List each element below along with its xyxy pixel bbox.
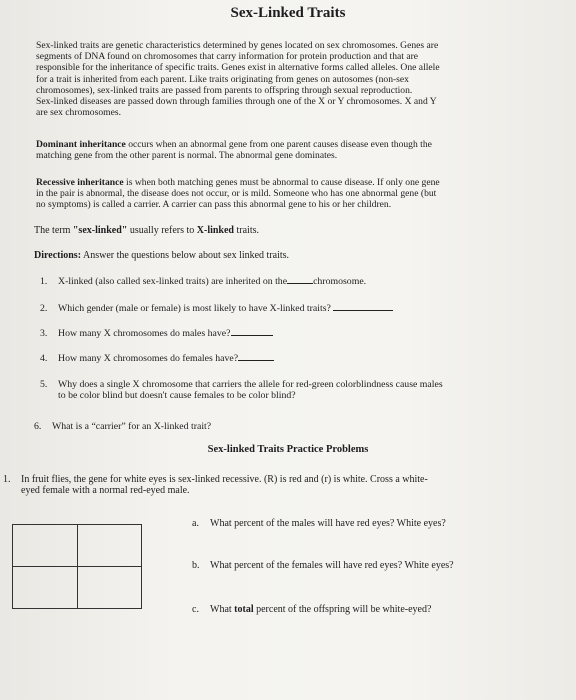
punnett-square[interactable] — [12, 524, 142, 609]
answer-blank[interactable] — [333, 302, 393, 311]
page-title: Sex-Linked Traits — [230, 5, 346, 21]
recessive-text: in the pair is abnormal, the disease does not occur, or is mild. Someone who has one abnormal gene (but — [36, 188, 437, 200]
question-4: 4. How many X chromosomes do females have? — [40, 352, 274, 364]
intro-line: segments of DNA found on chromosomes that carry information for protein production and that are — [36, 51, 419, 63]
question-2: 2. Which gender (male or female) is most likely to have X-linked traits? — [40, 302, 393, 314]
intro-line: are sex chromosomes. — [36, 107, 121, 119]
dominant-paragraph — [36, 139, 556, 161]
recessive-text: is when both matching genes must be abnormal to cause disease. If only one gene — [123, 177, 440, 188]
intro-line: Sex-linked traits are genetic characteristics determined by genes located on sex chromosomes. Genes are — [36, 40, 439, 51]
directions-label: Directions: — [34, 250, 82, 261]
recessive-text: no symptoms) is called a carrier. A carrier can pass this abnormal gene to his or her children. — [36, 199, 392, 211]
subquestion-a: a. What percent of the males will have red eyes? White eyes? — [192, 518, 446, 529]
subquestion-c: c. What total percent of the offspring will be white-eyed? — [192, 604, 432, 615]
question-6: 6. What is a “carrier” for an X-linked trait? — [34, 421, 212, 432]
practice-title: Sex-linked Traits Practice Problems — [207, 444, 369, 455]
term-line: The term "sex-linked" usually refers to X-linked traits. — [34, 225, 259, 236]
intro-line: chromosomes), sex-linked traits are passed from parents to offspring through sexual reproduction. — [36, 84, 413, 96]
answer-blank[interactable] — [238, 352, 274, 361]
x-linked-term: X-linked — [196, 225, 234, 236]
dominant-text: matching gene from the other parent is normal. The abnormal gene dominates. — [36, 150, 338, 162]
recessive-paragraph — [36, 177, 556, 211]
dominant-term: Dominant inheritance — [36, 139, 126, 150]
subquestion-b: b. What percent of the females will have red eyes? White eyes? — [192, 560, 454, 571]
question-3: 3. How many X chromosomes do males have? — [40, 327, 273, 339]
intro-paragraph — [36, 40, 556, 118]
dominant-text: occurs when an abnormal gene from one parent causes disease even though the — [125, 139, 432, 150]
answer-blank[interactable] — [231, 327, 273, 336]
recessive-term: Recessive inheritance — [36, 177, 124, 188]
question-5: 5. Why does a single X chromosome that carriers the allele for red-green colorblindness cause males to be color blind but doesn't cause females to be color blind? — [40, 379, 443, 402]
directions — [34, 250, 289, 261]
intro-line: responsible for the inheritance of specific traits. Genes exist in alternative forms called alleles. One allele — [36, 62, 440, 74]
intro-line: for a trait is inherited from each parent. Like traits originating from genes on autosomes (non-sex — [36, 73, 409, 85]
directions-text: Answer the questions below about sex linked traits. — [81, 250, 290, 261]
intro-line: Sex-linked diseases are passed down through families through one of the X or Y chromosomes. X and Y — [36, 96, 437, 108]
grid-divider — [13, 566, 141, 567]
sex-linked-term: "sex-linked" — [72, 225, 128, 236]
problem-1: 1. In fruit flies, the gene for white eyes is sex-linked recessive. (R) is red and (r) is white. Cross a white- eyed female with a normal red-eyed male. — [3, 474, 428, 497]
answer-blank[interactable] — [287, 275, 313, 284]
question-1: 1. X-linked (also called sex-linked traits) are inherited on the chromosome. — [40, 276, 367, 287]
